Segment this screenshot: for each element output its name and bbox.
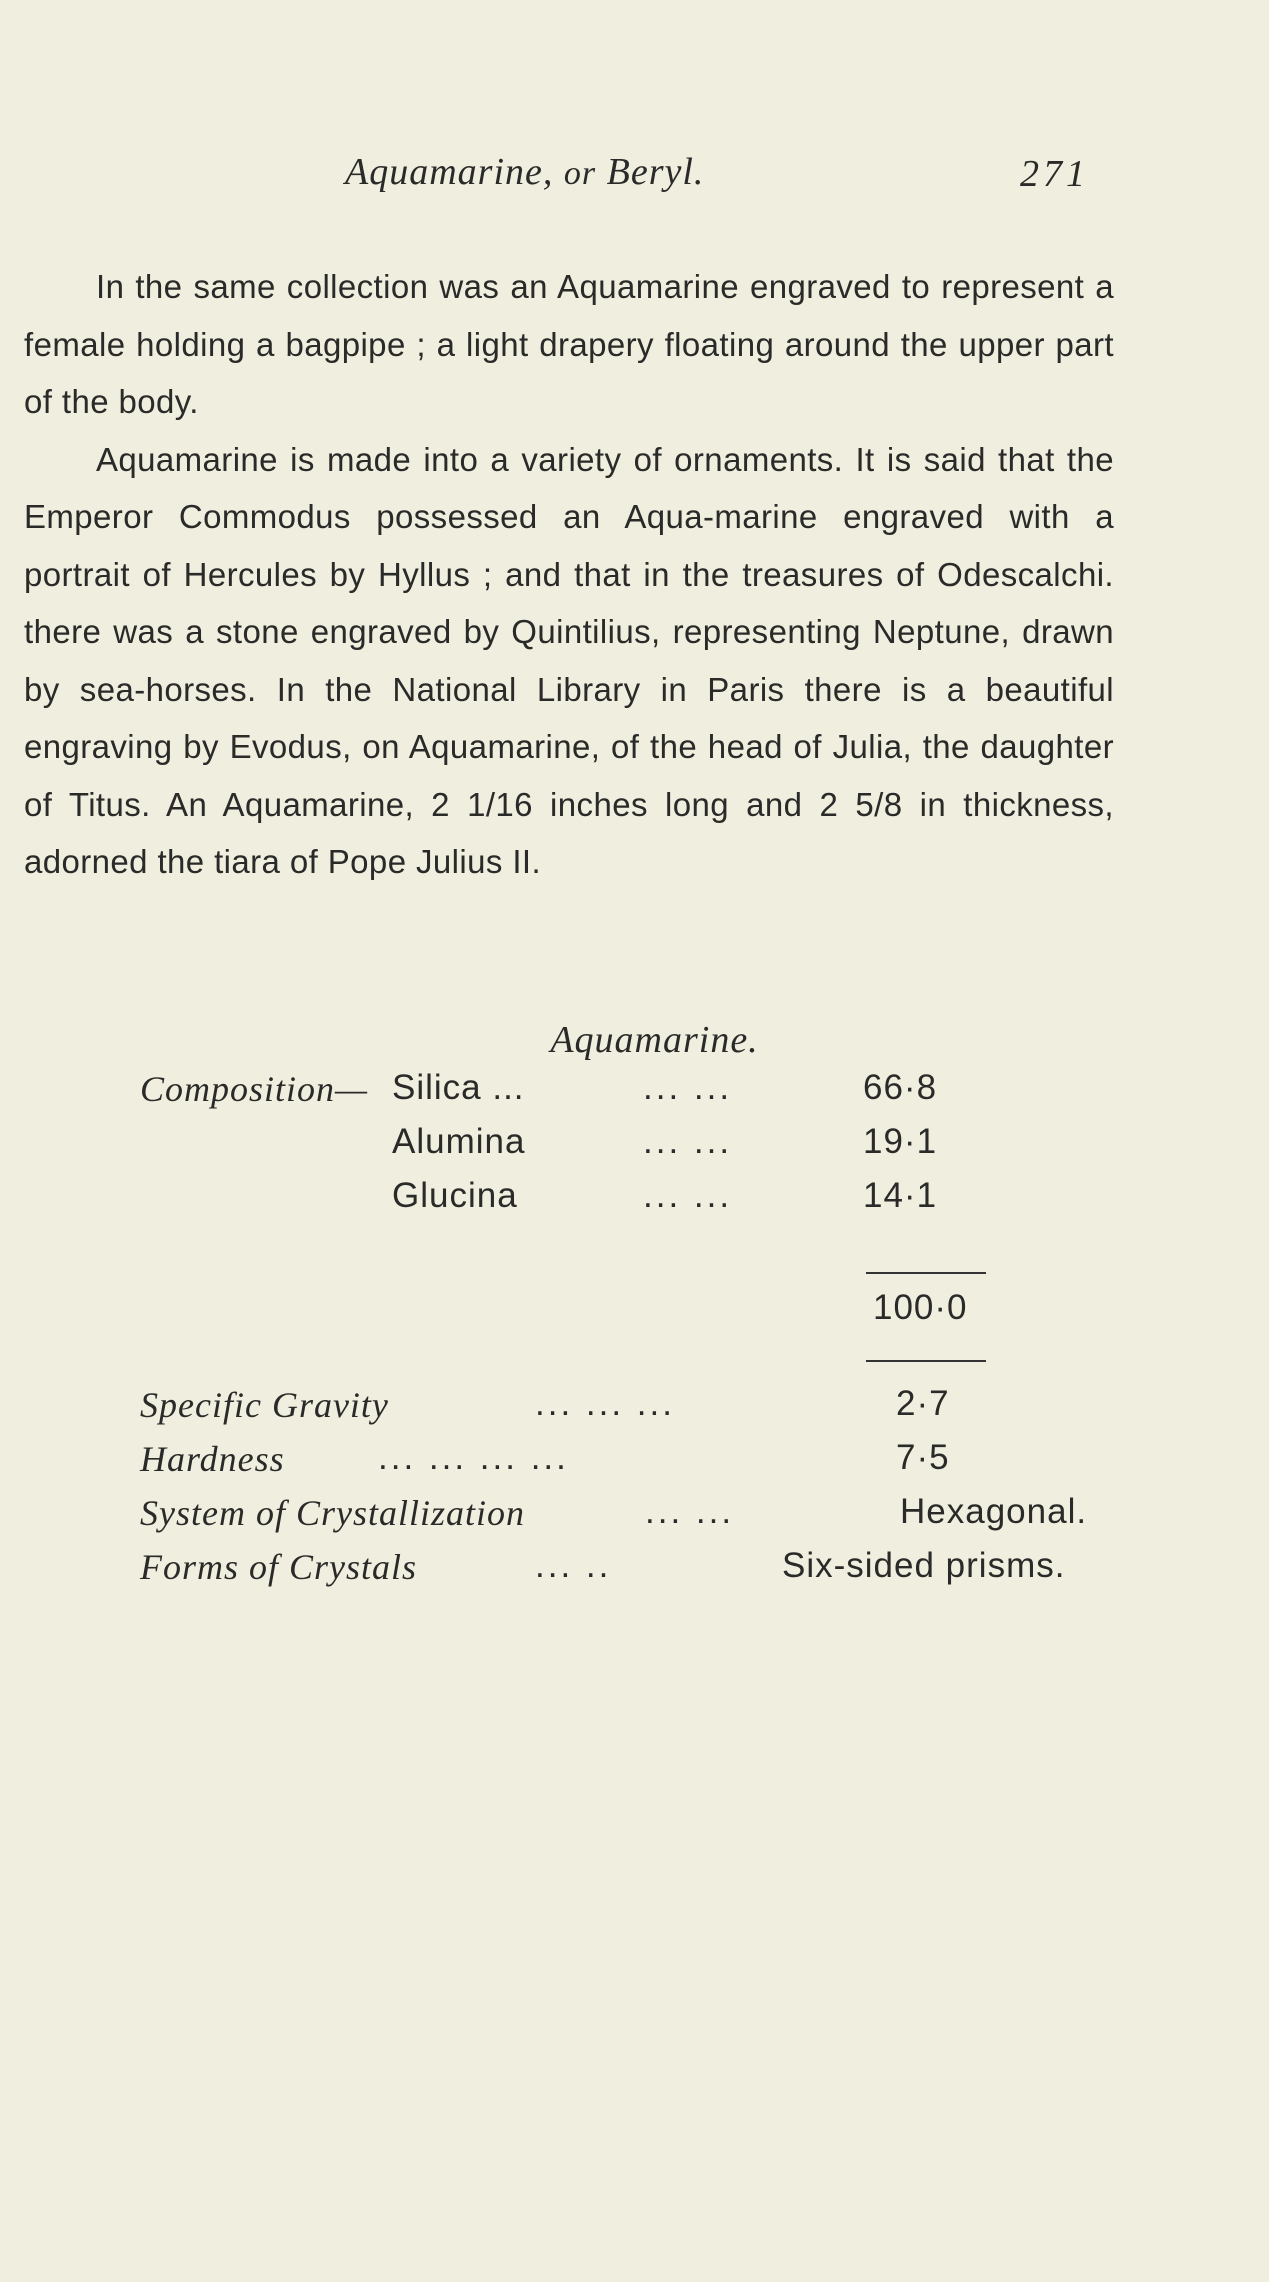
table-row bbox=[0, 1068, 1269, 1122]
leader-dots: ... ... bbox=[643, 1176, 733, 1215]
sum-rule bbox=[866, 1272, 986, 1274]
composition-value: 19·1 bbox=[863, 1122, 938, 1161]
composition-total: 100·0 bbox=[873, 1288, 968, 1327]
table-row bbox=[0, 1176, 1269, 1230]
property-value: Hexagonal. bbox=[900, 1492, 1088, 1531]
property-label: Forms of Crystals bbox=[140, 1547, 418, 1587]
table-row bbox=[0, 1288, 1269, 1342]
leader-dots: ... ... bbox=[645, 1492, 735, 1531]
property-value: Six-sided prisms. bbox=[782, 1546, 1066, 1585]
page-number: 271 bbox=[1020, 153, 1089, 195]
composition-value: 14·1 bbox=[863, 1176, 938, 1215]
property-label: Specific Gravity bbox=[140, 1385, 389, 1425]
table-row bbox=[0, 1384, 1269, 1438]
table-row bbox=[0, 1438, 1269, 1492]
composition-value: 66·8 bbox=[863, 1068, 938, 1107]
body-text bbox=[24, 258, 1114, 891]
property-label: System of Crystallization bbox=[140, 1493, 525, 1533]
composition-name: Glucina bbox=[392, 1176, 518, 1215]
table-row bbox=[0, 1546, 1269, 1600]
leader-dots: ... ... ... ... bbox=[378, 1438, 569, 1477]
table-title: Aquamarine. bbox=[550, 1019, 759, 1061]
property-label: Hardness bbox=[140, 1439, 285, 1479]
paragraph: In the same collection was an Aquamarine engraved to represent a female holding a bagpipe ; a light drapery floating around the upper part of the body. bbox=[24, 268, 1114, 420]
property-value: 7·5 bbox=[896, 1438, 950, 1477]
composition-name: Silica ... bbox=[392, 1068, 525, 1107]
page-header bbox=[0, 150, 1269, 200]
leader-dots: ... .. bbox=[535, 1546, 612, 1585]
table-row bbox=[0, 1492, 1269, 1546]
composition-label: Composition— bbox=[140, 1069, 369, 1109]
leader-dots: ... ... bbox=[643, 1068, 733, 1107]
running-title: Aquamarine, or Beryl. bbox=[345, 151, 705, 193]
total-rule bbox=[866, 1360, 986, 1362]
paragraph: Aquamarine is made into a variety of ornaments. It is said that the Emperor Commodus possessed an Aqua-marine engraved with a portrait of Hercules by Hyllus ; and that in the treasures of Odescalchi. there was a stone engraved by Quintilius, representing Neptune, drawn by sea-horses. In the National Library in Paris there is a beautiful engraving by Evodus, on Aquamarine, of the head of Julia, the daughter of Titus. An Aquamarine, 2 1/16 inches long and 2 5/8 in thickness, adorned the tiara of Pope Julius II. bbox=[24, 440, 1114, 880]
property-value: 2·7 bbox=[896, 1384, 950, 1423]
leader-dots: ... ... ... bbox=[535, 1384, 675, 1423]
table-row bbox=[0, 1122, 1269, 1176]
composition-name: Alumina bbox=[392, 1122, 526, 1161]
leader-dots: ... ... bbox=[643, 1122, 733, 1161]
